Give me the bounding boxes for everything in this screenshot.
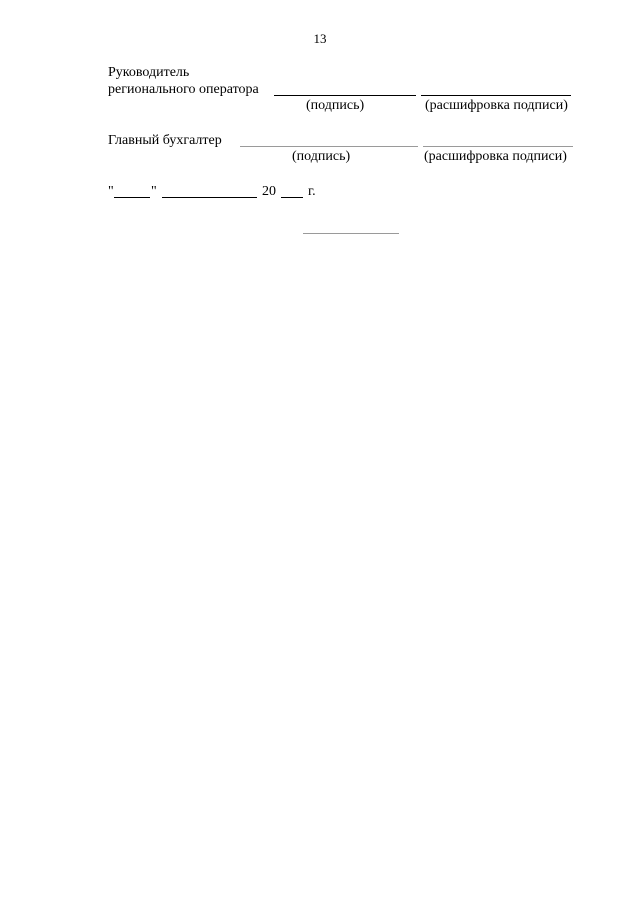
page-number: 13 [313,31,327,46]
accountant-decoding-line [423,146,573,147]
head-decoding-caption: (расшифровка подписи) [425,98,568,113]
end-divider [303,233,399,234]
date-open-quote: " [108,184,114,199]
accountant-signature-line [240,146,418,147]
head-decoding-line [421,95,571,96]
accountant-signature-caption: (подпись) [292,149,351,164]
head-title-line1: Руководитель [108,65,190,80]
head-signature-line [274,95,416,96]
year-prefix: 20 [262,184,276,199]
month-blank [162,197,257,198]
head-title-line2: регионального оператора [108,82,259,97]
head-signature-caption: (подпись) [306,98,365,113]
year-blank [281,197,303,198]
accountant-decoding-caption: (расшифровка подписи) [424,149,567,164]
accountant-title: Главный бухгалтер [108,133,222,148]
date-close-quote: " [151,184,157,199]
year-suffix: г. [308,184,316,199]
day-blank [114,197,150,198]
